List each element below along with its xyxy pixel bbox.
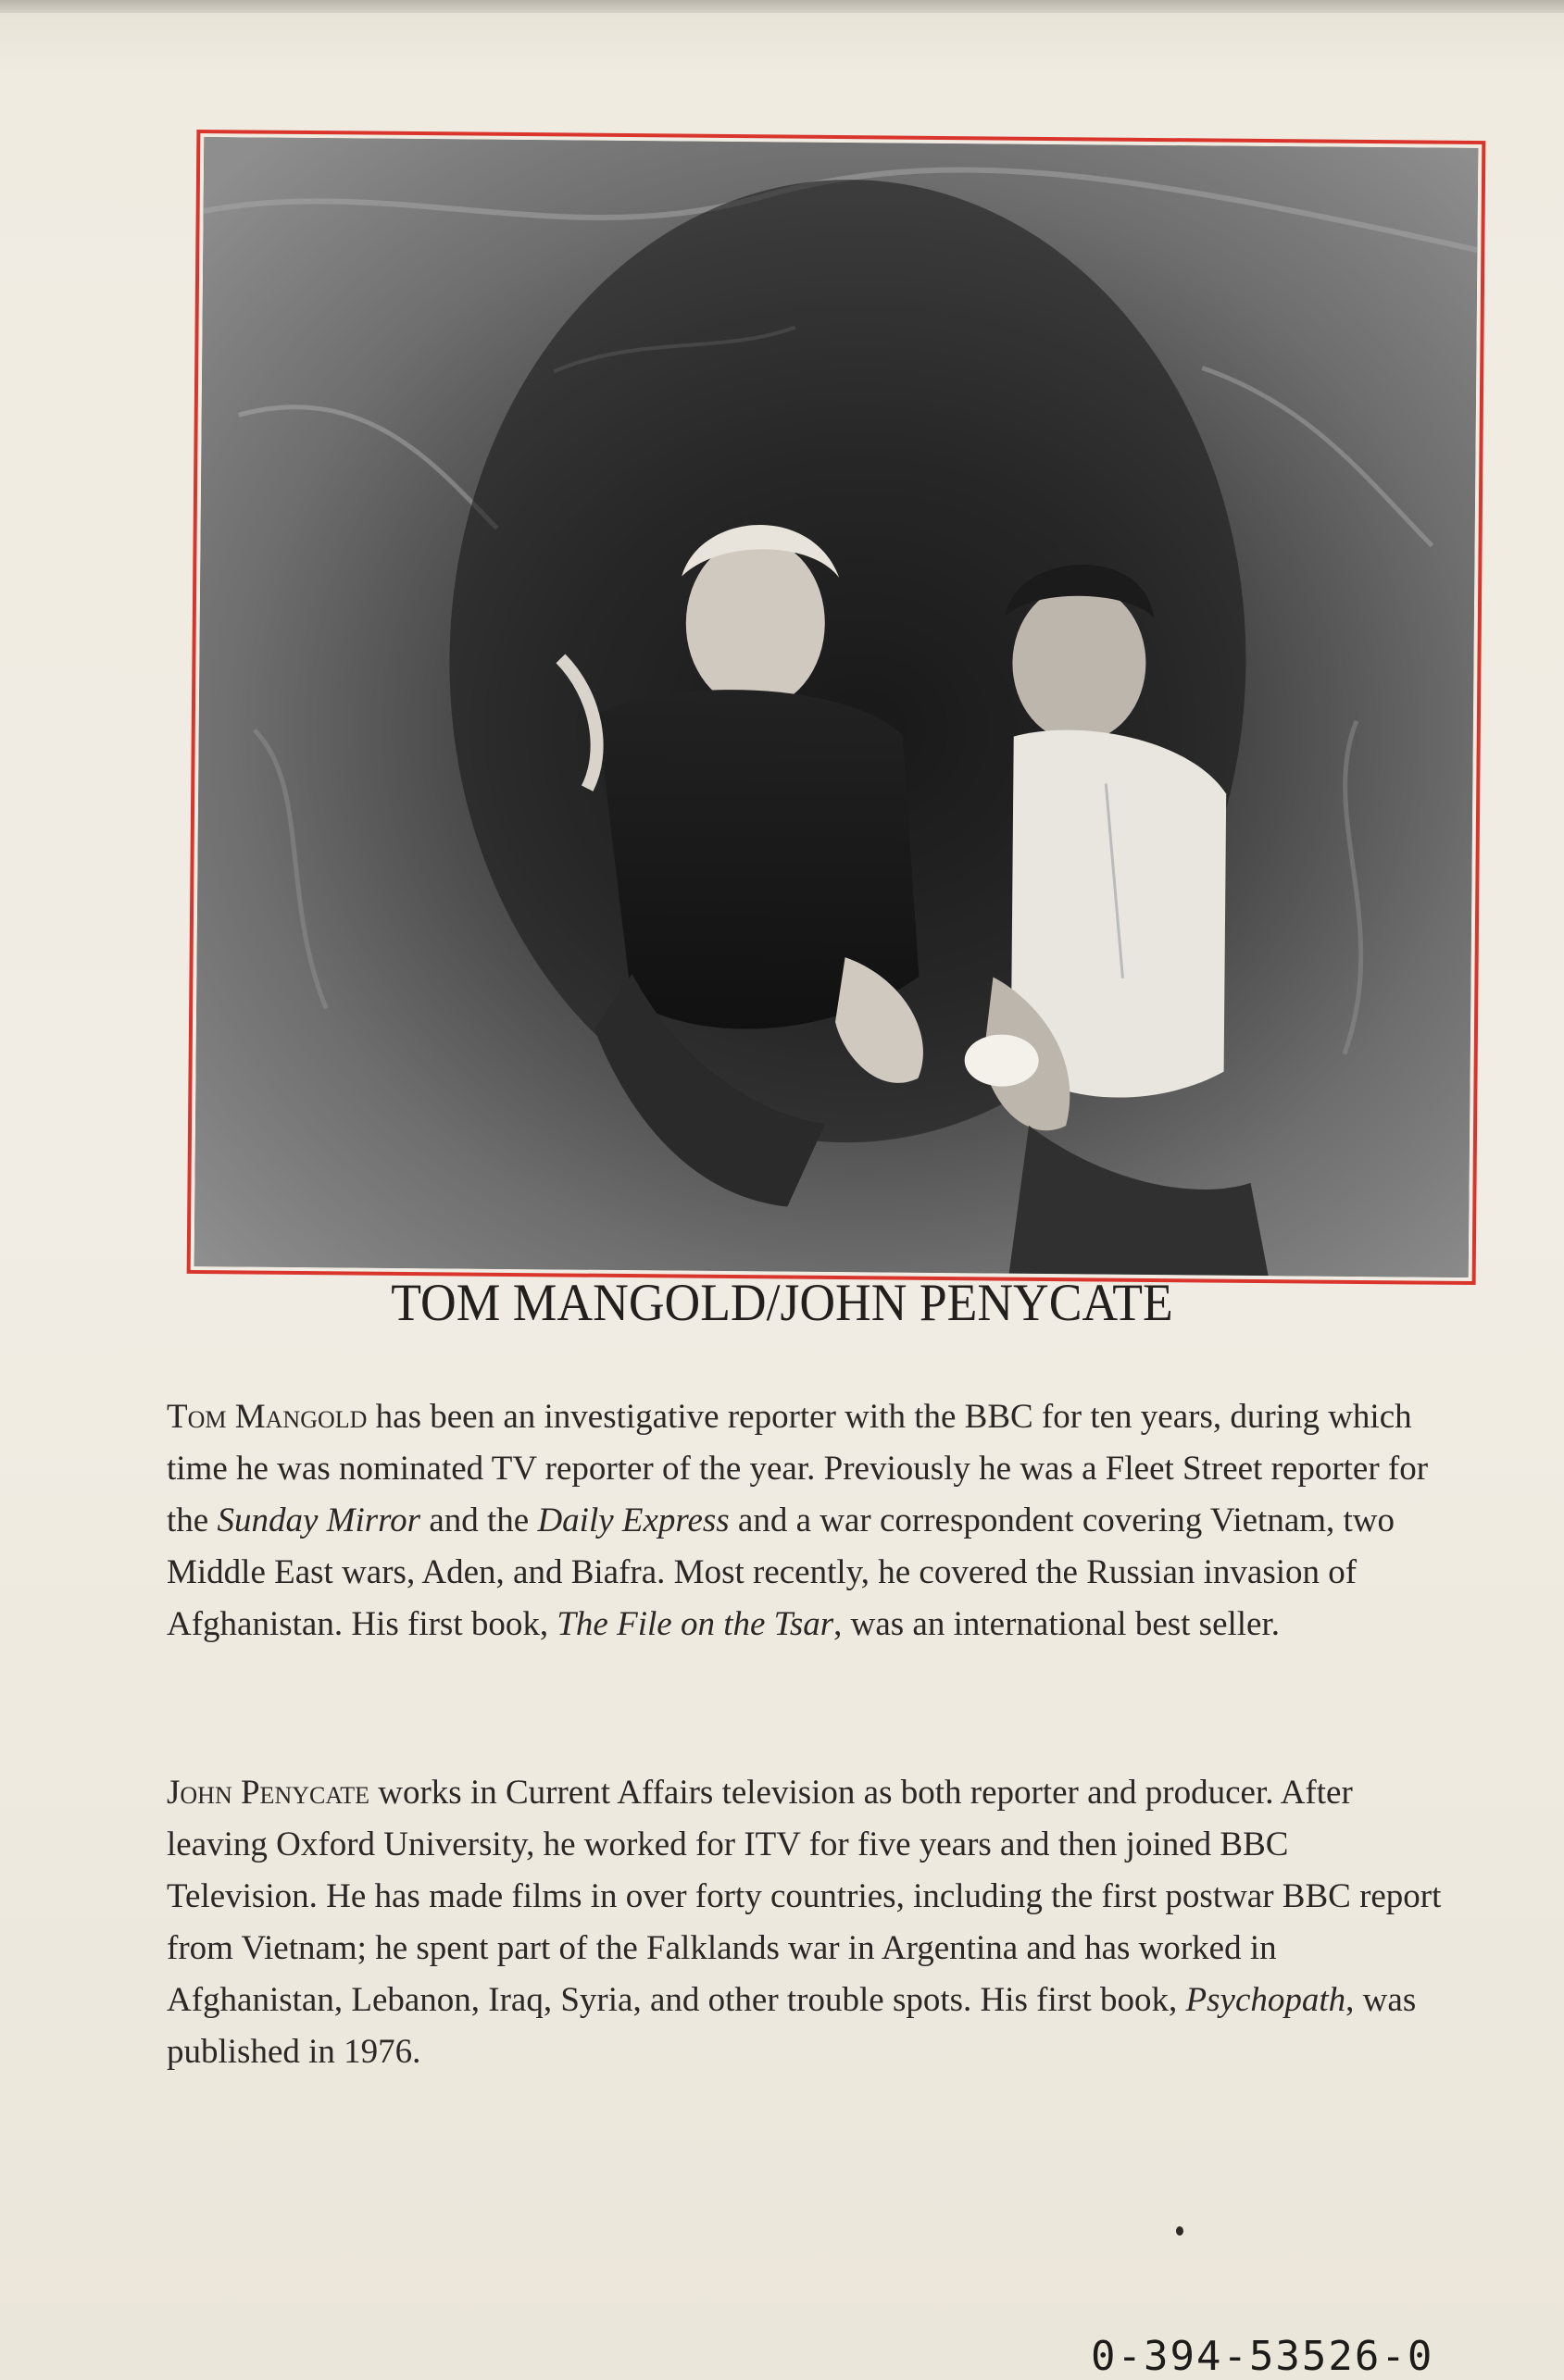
isbn-number: 0-394-53526-0 <box>1091 2333 1434 2380</box>
bio-text: and a war correspondent covering Vietnam, two Middle East wars, Aden, and Biafra. Most recently, he covered the Russian invasion of Afghanistan. His first book, <box>167 1502 1395 1643</box>
bio-text: , was published in 1976. <box>167 1981 1417 2071</box>
photo-two-men-in-tunnel-icon <box>194 137 1479 1277</box>
author-name: Tom Mangold <box>167 1398 368 1436</box>
bio-text: works in Current Affairs television as both reporter and producer. After leaving Oxford University, he worked for ITV for five years and then joined BBC Television. He has made films in over forty countries, including the first postwar BBC report from Vietnam; he spent part of the Falklands war in Argentina and has worked in Afghanistan, Lebanon, Iraq, Syria, and other trouble spots. His first book, <box>167 1774 1442 2019</box>
bio-text: , was an international best seller. <box>833 1605 1281 1643</box>
book-title: Psychopath <box>1185 1981 1346 2019</box>
author-photo-frame <box>187 130 1486 1285</box>
jacket-top-edge <box>0 0 1564 13</box>
authors-heading: TOM MANGOLD/JOHN PENYCATE <box>391 1274 1173 1332</box>
author-name: John Penycate <box>167 1774 369 1812</box>
publication-title: Daily Express <box>537 1502 730 1539</box>
author-photo <box>194 137 1479 1277</box>
ink-speck <box>1176 2226 1183 2236</box>
bio-text: has been an investigative reporter with the BBC for ten years, during which time he was nominated TV reporter of the year. Previously he was a Fleet Street reporter for the <box>167 1398 1429 1539</box>
bio-john-penycate <box>167 1767 1445 2078</box>
bio-text: and the <box>420 1502 538 1539</box>
book-title: The File on the Tsar <box>557 1605 834 1643</box>
publication-title: Sunday Mirror <box>217 1502 421 1539</box>
bio-tom-mangold <box>167 1391 1445 1651</box>
